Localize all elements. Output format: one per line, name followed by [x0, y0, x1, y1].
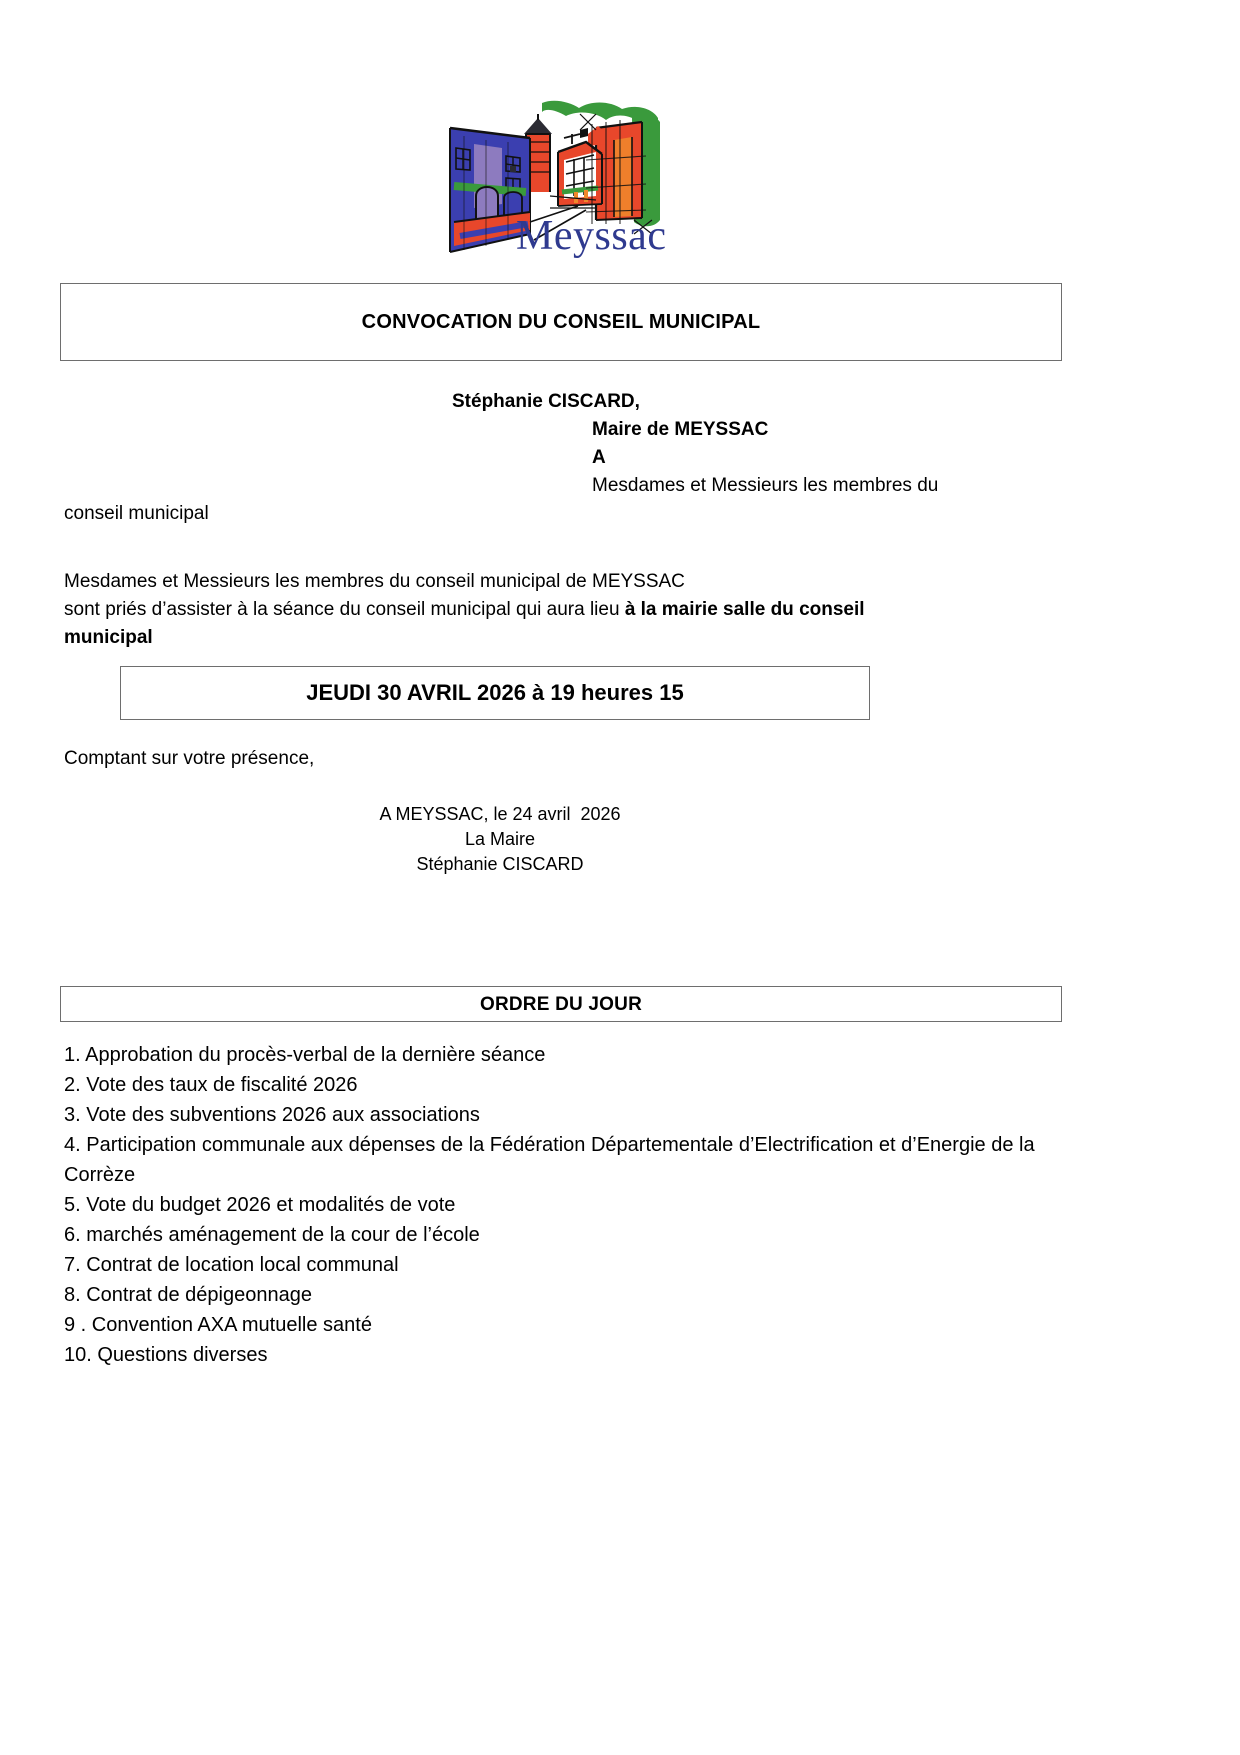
agenda-item: 5. Vote du budget 2026 et modalités de vote — [64, 1194, 456, 1216]
agenda-list — [64, 1040, 1054, 1370]
agenda-item: 2. Vote des taux de fiscalité 2026 — [64, 1074, 358, 1096]
agenda-item: 3. Vote des subventions 2026 aux associations — [64, 1104, 480, 1126]
agenda-item: 9 . Convention AXA mutuelle santé — [64, 1314, 372, 1336]
body-line-2-bold: à la mairie salle du conseil — [624, 599, 865, 620]
signature-block — [0, 802, 1000, 877]
recipient-block — [64, 388, 1064, 528]
agenda-item: 6. marchés aménagement de la cour de l’école — [64, 1224, 480, 1246]
addressed-to-preposition: A — [592, 447, 606, 468]
body-line-2 — [64, 596, 1054, 624]
body-line-3 — [64, 624, 1054, 652]
meeting-date-text: JEUDI 30 AVRIL 2026 à 19 heures 15 — [306, 680, 684, 705]
signature-place-date: A MEYSSAC, le 24 avril 2026 — [379, 804, 621, 824]
page-title: CONVOCATION DU CONSEIL MUNICIPAL — [361, 311, 761, 333]
body-line-2-text: sont priés d’assister à la séance du conseil municipal qui aura lieu — [64, 599, 625, 620]
body-line-1: Mesdames et Messieurs les membres du conseil municipal de MEYSSAC — [64, 571, 685, 592]
signature-name: Stéphanie CISCARD — [416, 854, 584, 874]
closing-line: Comptant sur votre présence, — [64, 748, 315, 769]
agenda-item: 1. Approbation du procès-verbal de la dernière séance — [64, 1044, 546, 1066]
convocation-title-box — [60, 283, 1062, 361]
logo-wordmark: Meyssac — [516, 213, 667, 259]
agenda-item: 4. Participation communale aux dépenses de la Fédération Départementale d’Electrification et d’Energie de la Corrèze — [64, 1134, 1035, 1186]
body-line-3-bold: municipal — [64, 627, 153, 648]
body-paragraph — [64, 568, 1054, 652]
sender-role: Maire de MEYSSAC — [592, 419, 769, 440]
meyssac-logo — [446, 100, 686, 260]
agenda-title: ORDRE DU JOUR — [479, 994, 642, 1015]
agenda-item: 8. Contrat de dépigeonnage — [64, 1284, 312, 1306]
sender-name: Stéphanie CISCARD, — [452, 391, 640, 412]
agenda-title-box — [60, 986, 1062, 1022]
agenda-item: 10. Questions diverses — [64, 1344, 268, 1366]
meeting-date-box — [120, 666, 870, 720]
agenda-item: 7. Contrat de location local communal — [64, 1254, 399, 1276]
addressee-line-2: conseil municipal — [64, 503, 209, 524]
addressee-line-1: Mesdames et Messieurs les membres du — [592, 475, 939, 496]
signature-role: La Maire — [464, 829, 536, 849]
